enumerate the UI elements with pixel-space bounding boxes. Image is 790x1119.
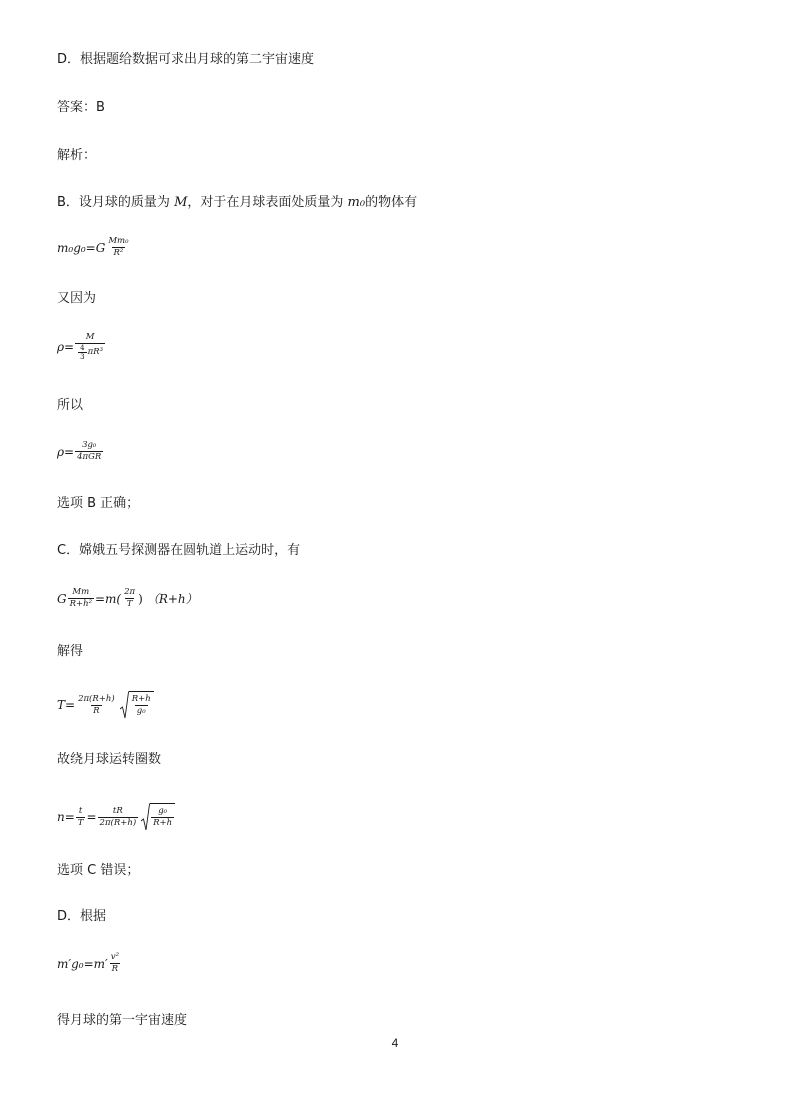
denominator: T	[77, 817, 84, 828]
fraction	[151, 806, 174, 829]
numerator: R+h	[131, 694, 151, 704]
analysis-b-intro	[57, 194, 417, 212]
fraction	[76, 806, 86, 829]
denominator: R	[111, 964, 119, 974]
eq-middle: =m(	[95, 591, 122, 606]
radicand	[150, 803, 175, 831]
eq-lhs: T=	[57, 698, 76, 712]
denominator: R+h²	[69, 599, 92, 609]
eq-lhs: ρ=	[57, 339, 75, 354]
denominator: 3	[80, 353, 85, 361]
analysis-heading: 解析：	[57, 148, 97, 163]
denominator: g₀	[136, 706, 146, 716]
symbol-M: M	[174, 195, 188, 210]
eq-lhs: m₀g₀=G	[57, 240, 106, 255]
denominator: T	[126, 599, 133, 609]
equation-orbit	[57, 587, 198, 610]
symbol-m0: m₀	[347, 195, 366, 210]
numerator: 3g₀	[82, 440, 97, 450]
numerator: 2π(R+h)	[78, 693, 115, 704]
fraction	[122, 587, 137, 610]
fraction	[75, 332, 105, 361]
fraction	[98, 806, 139, 829]
equation-orbit-count	[57, 803, 175, 831]
close-paren: )	[138, 591, 143, 606]
eq-lhs: ρ=	[57, 444, 75, 459]
radical-sign-icon	[120, 691, 129, 719]
numerator: v²	[110, 952, 119, 962]
text-solve: 解得	[57, 644, 84, 659]
fraction	[68, 587, 94, 610]
numerator: 4	[80, 344, 85, 352]
fraction	[75, 440, 103, 463]
denominator: 4πGR	[77, 452, 102, 462]
analysis-d-intro: D．根据	[57, 909, 107, 924]
numerator: 2π	[124, 587, 136, 597]
option-d-statement: D．根据题给数据可求出月球的第二宇宙速度	[57, 52, 315, 67]
denominator: R	[93, 705, 100, 716]
text-segment: 的物体有	[365, 195, 418, 210]
equation-first-cosmic-velocity	[57, 952, 122, 975]
square-root	[141, 803, 175, 831]
denominator: R+h	[153, 818, 173, 828]
numerator: Mm	[72, 587, 90, 597]
text-also-because: 又因为	[57, 291, 97, 306]
equation-density-definition	[57, 332, 106, 361]
denominator: 2π(R+h)	[99, 817, 137, 828]
answer-line: 答案：B	[57, 100, 105, 115]
fraction	[109, 952, 121, 975]
text-therefore: 所以	[57, 398, 84, 413]
radicand	[129, 691, 154, 719]
radical-sign-icon	[141, 803, 150, 831]
denominator: R²	[113, 248, 124, 258]
equation-gravity-surface	[57, 236, 132, 259]
eq-tail: （R+h）	[146, 592, 198, 606]
fraction	[76, 694, 117, 717]
square-root	[120, 691, 154, 719]
text-segment: B．设月球的质量为	[57, 195, 175, 210]
denominator-tail: πR³	[87, 347, 103, 357]
analysis-c-intro: C．嫦娥五号探测器在圆轨道上运动时，有	[57, 543, 301, 558]
fraction	[130, 694, 153, 717]
text-segment: ，对于在月球表面处质量为	[187, 195, 348, 210]
nested-fraction	[78, 344, 86, 361]
symbol-G: G	[57, 591, 67, 606]
numerator: tR	[112, 805, 123, 816]
fraction	[106, 236, 130, 259]
text-first-cosmic-velocity: 得月球的第一宇宙速度	[57, 1013, 188, 1028]
equals-sign: =	[86, 810, 97, 824]
numerator: M	[85, 332, 95, 342]
eq-lhs: m′g₀=m′	[57, 956, 108, 971]
eq-lhs: n=	[57, 810, 75, 824]
option-b-correct: 选项 B 正确；	[57, 496, 140, 511]
page-number: 4	[391, 1036, 399, 1050]
numerator: t	[78, 805, 83, 816]
text-number-of-orbits: 故绕月球运转圈数	[57, 752, 162, 767]
denominator	[75, 343, 105, 361]
equation-period	[57, 691, 154, 719]
numerator: g₀	[158, 806, 168, 816]
equation-density-result	[57, 440, 104, 463]
numerator: Mm₀	[108, 236, 129, 246]
option-c-incorrect: 选项 C 错误；	[57, 863, 140, 878]
